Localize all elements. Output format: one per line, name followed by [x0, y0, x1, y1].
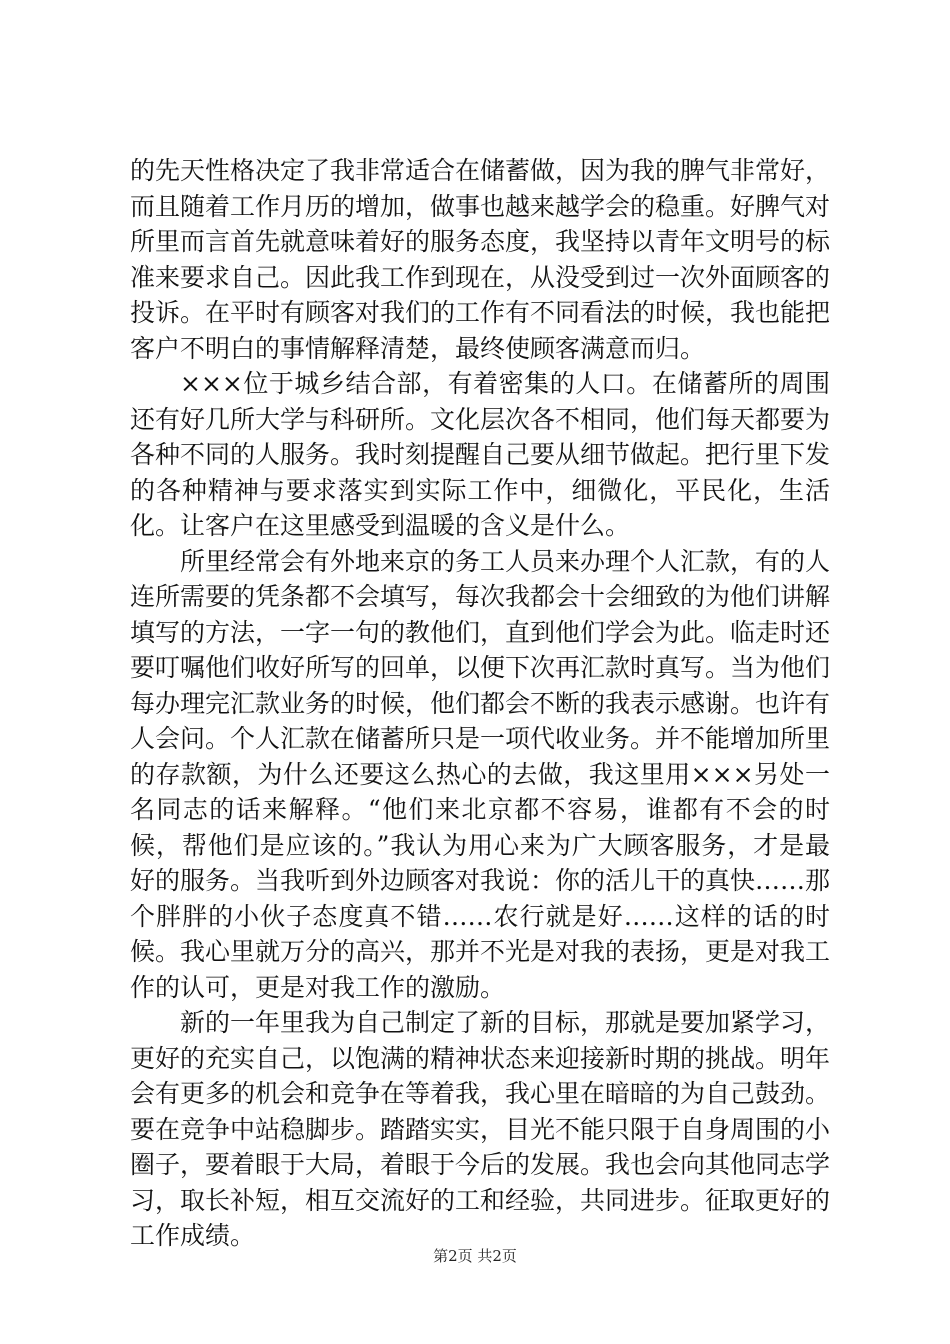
document-body [130, 153, 830, 1254]
page-number-footer: 第2页 共2页 [433, 1247, 517, 1265]
paragraph-3: 所里经常会有外地来京的务工人员来办理个人汇款，有的人连所需要的凭条都不会填写，每次我都会十会细致的为他们讲解填写的方法，一字一句的教他们，直到他们学会为此。临走时还要叮嘱他们收好所写的回单，以便下次再汇款时真写。当为他们每办理完汇款业务的时候，他们都会不断的我表示感谢。也许有人会问。个人汇款在储蓄所只是一项代收业务。并不能增加所里的存款额，为什么还要这么热心的去做，我这里用×××另处一名同志的话来解释。“他们来北京都不容易，谁都有不会的时候，帮他们是应该的。”我认为用心来为广大顾客服务，才是最好的服务。当我听到外边顾客对我说：你的活儿干的真快……那个胖胖的小伙子态度真不错……农行就是好……这样的话的时候。我心里就万分的高兴，那并不光是对我的表扬，更是对我工作的认可，更是对我工作的激励。 [130, 546, 831, 1002]
paragraph-1: 的先天性格决定了我非常适合在储蓄做，因为我的脾气非常好，而且随着工作月历的增加，做事也越来越学会的稳重。好脾气对所里而言首先就意味着好的服务态度，我坚持以青年文明号的标准来要求自己。因此我工作到现在，从没受到过一次外面顾客的投诉。在平时有顾客对我们的工作有不同看法的时候，我也能把客户不明白的事情解释清楚，最终使顾客满意而归。 [130, 156, 831, 363]
paragraph-2: ×××位于城乡结合部，有着密集的人口。在储蓄所的周围还有好几所大学与科研所。文化层次各不相同，他们每天都要为各种不同的人服务。我时刻提醒自己要从细节做起。把行里下发的各种精神与要求落实到实际工作中，细微化，平民化，生活化。让客户在这里感受到温暖的含义是什么。 [130, 369, 831, 540]
paragraph-4: 新的一年里我为自己制定了新的目标，那就是要加紧学习，更好的充实自己，以饱满的精神状态来迎接新时期的挑战。明年会有更多的机会和竞争在等着我，我心里在暗暗的为自己鼓劲。要在竞争中站稳脚步。踏踏实实，目光不能只限于自身周围的小圈子，要着眼于大局，着眼于今后的发展。我也会向其他同志学习，取长补短，相互交流好的工和经验，共同进步。征取更好的工作成绩。 [130, 1008, 831, 1250]
